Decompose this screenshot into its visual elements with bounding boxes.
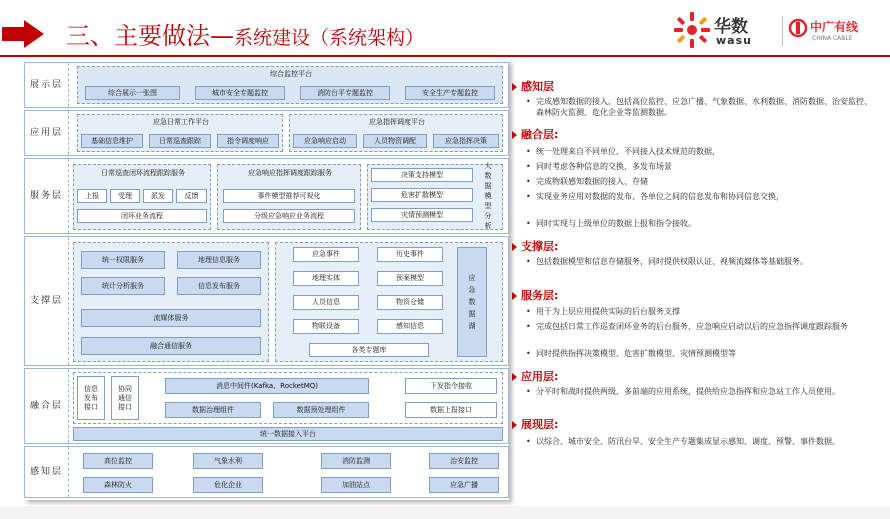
section-title: 展现层: xyxy=(512,416,558,432)
display-item: 城市安全专题监控 xyxy=(195,86,285,100)
service-group-title: 日常巡查闭环流程跟踪服务 xyxy=(101,169,185,177)
bullet-arrow-icon xyxy=(512,243,517,251)
section-title: 应用层: xyxy=(512,368,558,384)
section-title: 支撑层: xyxy=(512,238,558,254)
data-store: 地理实体 xyxy=(293,271,359,286)
data-store: 感知信息 xyxy=(377,319,443,334)
bullet-arrow-icon xyxy=(512,292,517,300)
title-arrow-icon xyxy=(2,20,44,48)
layer-support xyxy=(24,236,509,366)
data-store: 物资仓储 xyxy=(377,295,443,310)
sensor-item: 应急广播 xyxy=(429,477,499,493)
layer-label: 支撑层 xyxy=(25,237,69,365)
support-item: 统一权限服务 xyxy=(81,251,165,269)
sensor-item: 气象水利 xyxy=(193,453,263,469)
service-item: 闭环业务流程 xyxy=(77,209,207,223)
section-bullet: • 实现业务应用对数据的发布、各单位之间的信息发布和协同信息交换， xyxy=(536,191,876,202)
sensor-item: 森林防火 xyxy=(83,477,153,493)
section-bullet: • 同时提供指挥决策模型、危害扩散模型、灾情预测模型等 xyxy=(536,348,876,359)
command-platform-title: 应急指挥调度平台 xyxy=(369,118,425,126)
data-store: 人员信息 xyxy=(293,295,359,310)
display-item: 综合展示一张图 xyxy=(85,86,180,100)
data-report: 数据上报接口 xyxy=(405,402,497,418)
service-item: 派发 xyxy=(143,189,173,203)
layer-label: 展示层 xyxy=(25,63,69,107)
service-item: 事件模型推荐可视化 xyxy=(223,189,355,203)
app-item: 应急指挥决策 xyxy=(433,134,499,148)
section-bullet: • 分平时和战时提供两级、多前端的应用系统，提供给应急指挥和应急站工作人员使用。 xyxy=(536,386,876,397)
bullet-arrow-icon xyxy=(512,373,517,381)
sensor-item: 危化企业 xyxy=(193,477,263,493)
section-bullet: • 同时实现与上级单位的数据上报和指令接收。 xyxy=(536,218,876,229)
support-item: 信息发布服务 xyxy=(177,277,261,295)
section-bullet: • 完成物联感知数据的接入、存储 xyxy=(536,176,876,187)
page-title: 三、主要做法—系统建设（系统架构） xyxy=(66,22,425,50)
section-bullet: • 以综合、城市安全、防汛台旱、安全生产专题集成显示感知、调度、预警、事件数据。 xyxy=(536,436,876,447)
layer-label: 应用层 xyxy=(25,111,69,155)
data-store: 各类专题库 xyxy=(309,343,429,357)
layer-service xyxy=(24,158,509,234)
fusion-box: 信息发布接口 xyxy=(77,376,105,420)
sensor-item: 消防监测 xyxy=(321,453,391,469)
data-store: 历史事件 xyxy=(377,247,443,262)
section-title: 服务层: xyxy=(512,287,558,303)
bullet-arrow-icon xyxy=(512,83,517,91)
support-item: 统计分析服务 xyxy=(81,277,165,295)
unified-access-platform: 统一数据接入平台 xyxy=(73,427,503,441)
app-item: 指令调度响应 xyxy=(217,134,279,148)
support-item: 流媒体服务 xyxy=(81,309,261,327)
section-bullet: • 完成包括日常工作巡查闭环业务的后台服务、应急响应启动以后的应急指挥调度跟踪服务 xyxy=(536,321,876,332)
section-title: 融合层: xyxy=(512,126,558,142)
layer-application xyxy=(24,110,509,156)
display-item: 消防台平专题监控 xyxy=(300,86,390,100)
architecture-diagram xyxy=(24,60,509,500)
section-bullet: • 统一处理来自不同单位、不同接入技术规范的数据， xyxy=(536,146,876,157)
support-item: 地理信息服务 xyxy=(177,251,261,269)
cbn-logo xyxy=(788,14,888,50)
cbn-logo-icon xyxy=(788,18,808,38)
sensor-item: 高位监控 xyxy=(83,453,153,469)
message-middleware: 消息中间件(Kafka、RocketMQ) xyxy=(165,378,369,394)
layer-label: 服务层 xyxy=(25,159,69,233)
data-governance: 数据治理组件 xyxy=(165,402,261,418)
support-item: 融合通信服务 xyxy=(81,337,261,355)
layer-perception xyxy=(24,446,509,498)
section-bullet: • 包括数据模型和信息存储服务，同时提供权限认证、视频流媒体等基础服务。 xyxy=(536,256,876,267)
section-bullet: • 用于为上层应用提供实际的后台服务支撑 xyxy=(536,306,876,317)
service-group-title: 应急响应指挥调度跟踪服务 xyxy=(248,169,332,177)
huashu-logo xyxy=(672,10,772,52)
data-store: 物联设备 xyxy=(293,319,359,334)
layer-display xyxy=(24,62,509,108)
layer-label: 感知层 xyxy=(25,447,69,497)
bullet-arrow-icon xyxy=(512,421,517,429)
section-bullet: • 完成感知数据的接入，包括高位监控、应急广播、气象数据、水利数据、消防数据、治安监控、森林防火监测、危化企业等监测数据。 xyxy=(536,96,876,118)
data-store: 预案模型 xyxy=(377,271,443,286)
command-receive: 下发指令接收 xyxy=(405,378,497,394)
huashu-logo-text: 华数 xyxy=(714,17,748,37)
layer-label: 融合层 xyxy=(25,369,69,443)
bullet-arrow-icon xyxy=(512,131,517,139)
data-store: 应急事件 xyxy=(293,247,359,262)
bigdata-model-label: 大数据模型分析 xyxy=(484,162,492,230)
service-item: 危害扩散模型 xyxy=(371,188,473,202)
fusion-box: 协同通信接口 xyxy=(111,376,139,420)
service-item: 反馈 xyxy=(176,189,207,203)
display-item: 安全生产专题监控 xyxy=(405,86,495,100)
service-item: 决策支持模型 xyxy=(371,168,473,182)
cbn-logo-en: CHINA CABLE xyxy=(812,35,853,42)
section-bullet: • 同时考虑各种信息的交换、多发布场景 xyxy=(536,161,876,172)
footer-bar xyxy=(0,506,890,519)
huashu-logo-en: wasu xyxy=(716,34,752,47)
layer-fusion xyxy=(24,368,509,444)
cbn-logo-text: 中广有线 xyxy=(810,20,859,34)
platform-title: 综合监控平台 xyxy=(270,70,312,78)
service-item: 分级应急响应业务流程 xyxy=(223,209,355,223)
section-title: 感知层 xyxy=(512,78,554,94)
data-preprocess: 数据预处理组件 xyxy=(273,402,369,418)
app-item: 人员物资调配 xyxy=(363,134,427,148)
service-item: 上报 xyxy=(77,189,107,203)
daily-platform-title: 应急日常工作平台 xyxy=(153,118,209,126)
app-item: 日常巡查跟踪 xyxy=(149,134,211,148)
sensor-item: 加油站点 xyxy=(321,477,391,493)
app-item: 基础信息维护 xyxy=(81,134,143,148)
huashu-logo-icon xyxy=(672,10,712,50)
service-item: 灾情预测模型 xyxy=(371,208,473,222)
logo-separator xyxy=(782,16,783,46)
service-item: 受理 xyxy=(110,189,140,203)
data-lake-label: 应急数据湖 xyxy=(457,247,487,357)
sensor-item: 治安监控 xyxy=(429,453,499,469)
app-item: 应急响应启动 xyxy=(293,134,357,148)
header-divider xyxy=(0,55,890,57)
